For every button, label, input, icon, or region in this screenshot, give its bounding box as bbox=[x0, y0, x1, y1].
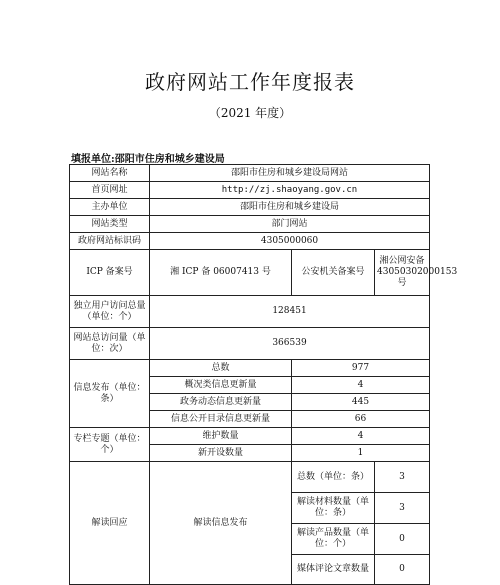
info-news-label: 政务动态信息更新量 bbox=[150, 394, 292, 411]
psb-value: 湘公网安备 43050302000153 号 bbox=[375, 250, 430, 296]
total-visits-value: 366539 bbox=[150, 328, 430, 360]
page-title: 政府网站工作年度报表 bbox=[145, 70, 355, 94]
interp-media-label: 媒体评论文章数量 bbox=[292, 555, 375, 585]
table-row bbox=[70, 216, 430, 233]
info-news-value: 445 bbox=[292, 394, 430, 411]
filling-unit: 填报单位:邵阳市住房和城乡建设局 bbox=[71, 154, 225, 165]
home-url-value: http://zj.shaoyang.gov.cn bbox=[150, 182, 430, 199]
row-label: ICP 备案号 bbox=[70, 250, 150, 296]
table-row bbox=[70, 428, 430, 445]
columns-maintained-label: 维护数量 bbox=[150, 428, 292, 445]
table-row bbox=[70, 182, 430, 199]
row-label: 网站总访问量（单位：次） bbox=[70, 328, 150, 360]
interp-media-value: 0 bbox=[375, 555, 430, 585]
table-row bbox=[70, 165, 430, 182]
info-overview-value: 4 bbox=[292, 377, 430, 394]
info-overview-label: 概况类信息更新量 bbox=[150, 377, 292, 394]
interp-total-value: 3 bbox=[375, 462, 430, 493]
unique-visitors-value: 128451 bbox=[150, 296, 430, 328]
row-label: 网站类型 bbox=[70, 216, 150, 233]
row-label: 主办单位 bbox=[70, 199, 150, 216]
row-label: 网站名称 bbox=[70, 165, 150, 182]
report-table bbox=[69, 164, 458, 585]
interp-products-label: 解读产品数量（单位：个） bbox=[292, 524, 375, 555]
interp-products-value: 0 bbox=[375, 524, 430, 555]
site-name-value: 邵阳市住房和城乡建设局网站 bbox=[150, 165, 430, 182]
table-row bbox=[70, 296, 430, 328]
info-catalog-value: 66 bbox=[292, 411, 430, 428]
info-total-label: 总数 bbox=[150, 360, 292, 377]
table-row bbox=[70, 462, 430, 493]
row-label: 信息发布（单位：条） bbox=[70, 360, 150, 428]
icp-value: 湘 ICP 备 06007413 号 bbox=[150, 250, 292, 296]
columns-maintained-value: 4 bbox=[292, 428, 430, 445]
row-label: 专栏专题（单位：个） bbox=[70, 428, 150, 462]
interpretation-sub-label: 解读信息发布 bbox=[150, 462, 292, 585]
row-label: 政府网站标识码 bbox=[70, 233, 150, 250]
host-value: 邵阳市住房和城乡建设局 bbox=[150, 199, 430, 216]
table-row bbox=[70, 199, 430, 216]
info-catalog-label: 信息公开目录信息更新量 bbox=[150, 411, 292, 428]
columns-new-value: 1 bbox=[292, 445, 430, 462]
interp-materials-value: 3 bbox=[375, 493, 430, 524]
row-label: 解读回应 bbox=[70, 462, 150, 585]
site-id-value: 4305000060 bbox=[150, 233, 430, 250]
interp-materials-label: 解读材料数量（单位：条） bbox=[292, 493, 375, 524]
info-total-value: 977 bbox=[292, 360, 430, 377]
interp-total-label: 总数（单位：条） bbox=[292, 462, 375, 493]
columns-new-label: 新开设数量 bbox=[150, 445, 292, 462]
table-row bbox=[70, 360, 430, 377]
row-label: 首页网址 bbox=[70, 182, 150, 199]
table-row bbox=[70, 328, 430, 360]
psb-label: 公安机关备案号 bbox=[292, 250, 375, 296]
report-year: （2021 年度） bbox=[208, 106, 292, 120]
site-type-value: 部门网站 bbox=[150, 216, 430, 233]
row-label: 独立用户访问总量（单位：个） bbox=[70, 296, 150, 328]
table-row bbox=[70, 233, 430, 250]
table-row bbox=[70, 250, 430, 296]
